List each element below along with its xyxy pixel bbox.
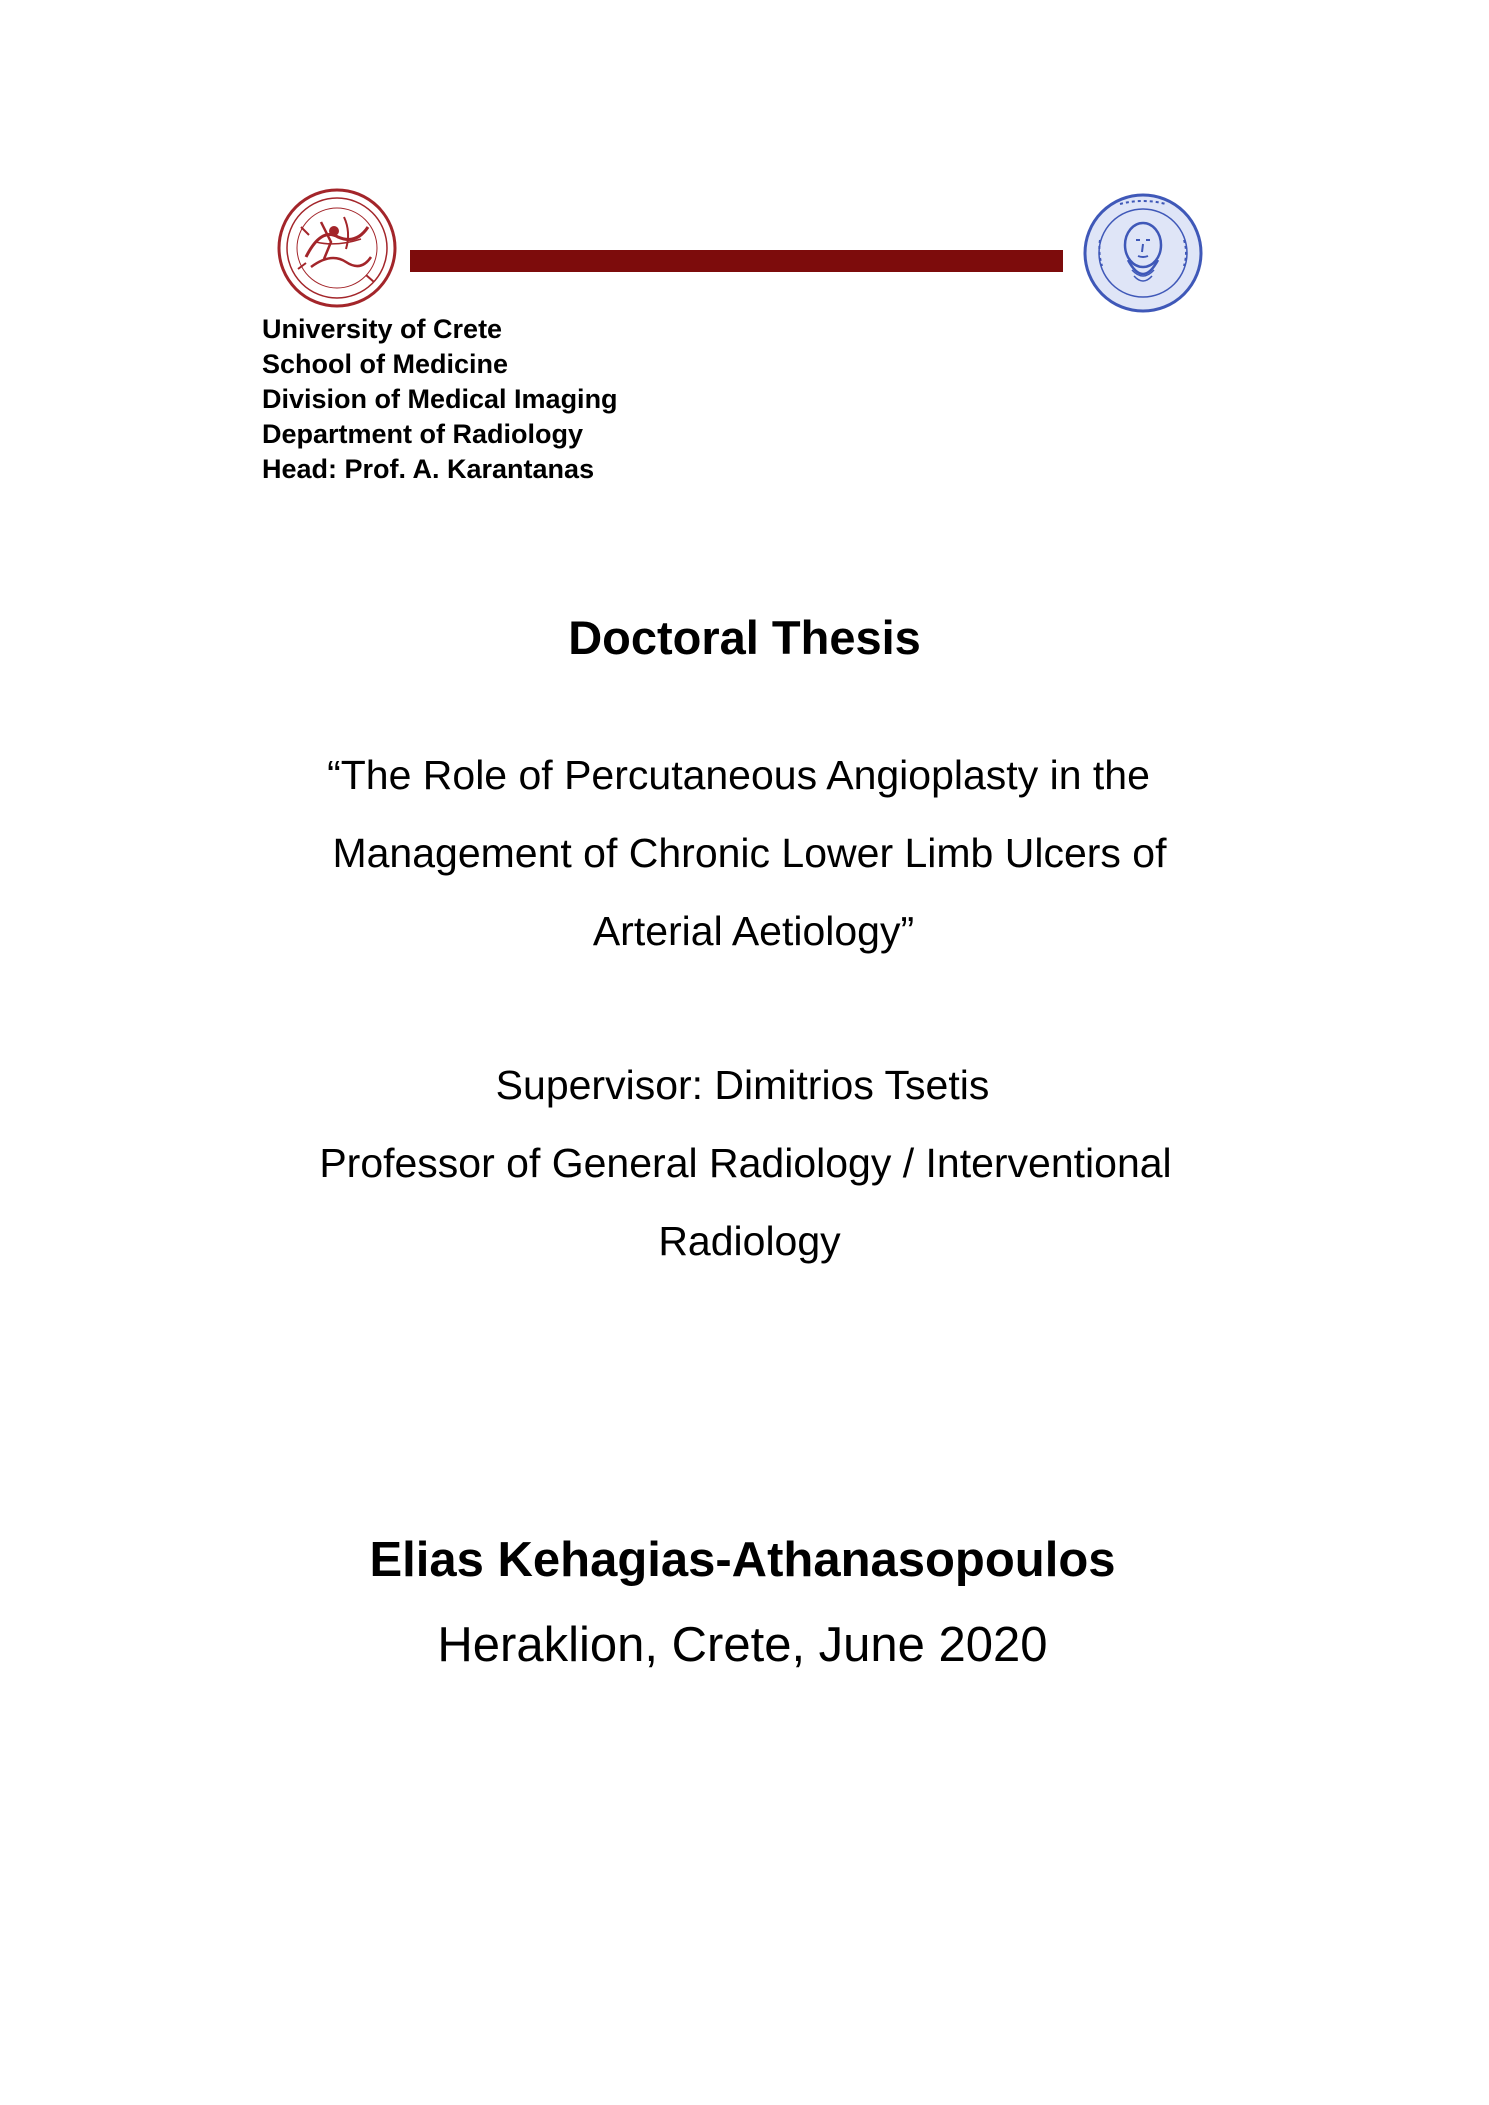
author-name: Elias Kehagias-Athanasopoulos [369, 1533, 1116, 1587]
supervisor-name: Supervisor: Dimitrios Tsetis [495, 1062, 990, 1108]
thesis-title-line-2: Management of Chronic Lower Limb Ulcers of [332, 830, 1167, 876]
supervisor-title-line-2: Radiology [658, 1218, 841, 1264]
university-of-crete-seal-icon [276, 187, 398, 309]
header-divider-bar [410, 250, 1063, 272]
university-name: University of Crete [262, 314, 503, 344]
hippocrates-medallion-icon [1080, 190, 1206, 316]
place-and-date: Heraklion, Crete, June 2020 [437, 1618, 1048, 1672]
affiliation-block [262, 312, 618, 487]
department-name: Department of Radiology [262, 419, 584, 449]
school-name: School of Medicine [262, 349, 509, 379]
thesis-title-line-1: “The Role of Percutaneous Angioplasty in the [327, 752, 1150, 798]
document-type-heading: Doctoral Thesis [568, 611, 921, 664]
supervisor-title-line-1: Professor of General Radiology / Interventional [319, 1140, 1172, 1186]
division-name: Division of Medical Imaging [262, 384, 618, 414]
department-head: Head: Prof. A. Karantanas [262, 454, 595, 484]
thesis-title-line-3: Arterial Aetiology” [592, 908, 915, 954]
letterhead [0, 0, 1489, 320]
